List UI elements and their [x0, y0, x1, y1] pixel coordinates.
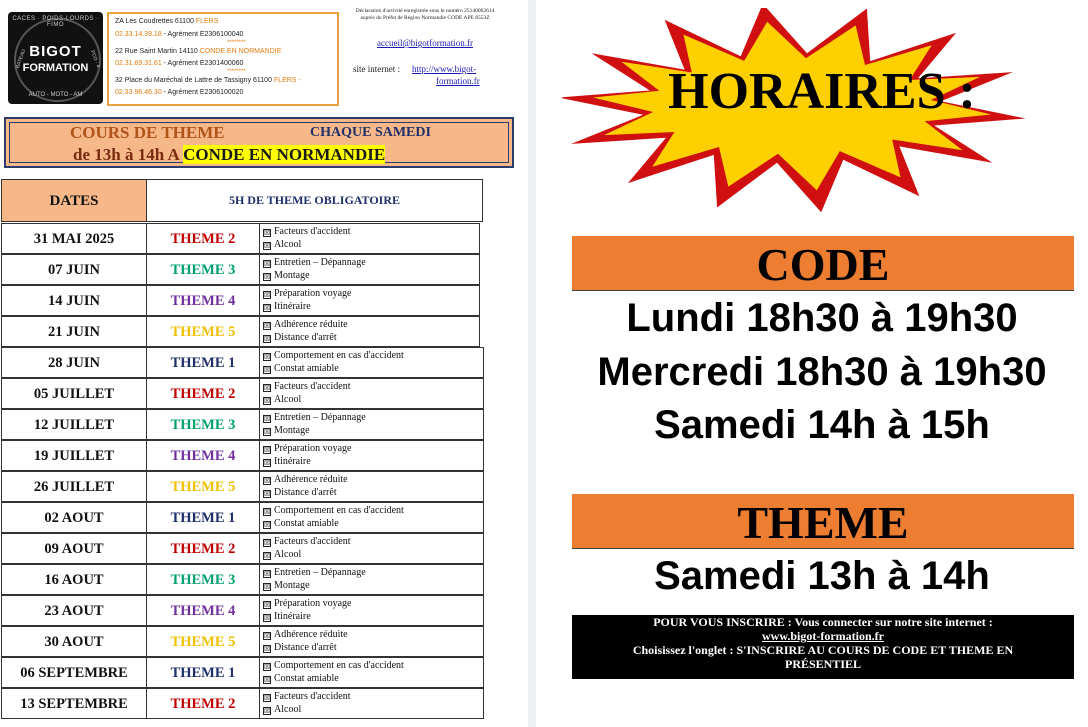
checkbox-icon: ☒	[264, 446, 271, 454]
checkbox-icon: ☒	[264, 539, 271, 547]
theme-heading: THEME	[572, 494, 1074, 548]
topic-item	[263, 598, 483, 611]
code-heading: CODE	[572, 236, 1074, 290]
checkbox-icon: ☒	[264, 706, 271, 715]
topic-text: Comportement en cas d'accident	[274, 660, 404, 671]
table-row	[1, 688, 481, 719]
checkbox-icon: ☒	[264, 644, 271, 653]
row-theme: THEME 5	[146, 316, 260, 347]
topic-item	[263, 257, 479, 270]
topic-item	[263, 425, 483, 438]
checkbox-icon: ☒	[264, 260, 271, 268]
row-date: 30 AOUT	[1, 626, 147, 657]
checkbox-icon: ☒	[264, 663, 271, 671]
table-row	[1, 626, 481, 657]
topic-item	[263, 518, 483, 531]
contact-address-2: 22 Rue Saint Martin 14110 CONDE EN NORMANDIE	[115, 48, 282, 55]
checkbox-icon: ☒	[264, 489, 271, 498]
logo-ring-left: BATEAU	[14, 48, 28, 70]
checkbox-icon: ☒	[264, 241, 271, 250]
checkbox-icon: ☒	[264, 632, 271, 640]
row-date: 31 MAI 2025	[1, 223, 147, 254]
topic-item	[263, 580, 483, 593]
email-link[interactable]: accueil@bigotformation.fr	[376, 38, 473, 48]
topic-item	[263, 660, 483, 673]
row-theme: THEME 3	[146, 409, 260, 440]
theme-course-banner	[4, 117, 514, 168]
checkbox-icon: ☒	[264, 675, 271, 684]
topic-text: Montage	[274, 579, 310, 591]
topic-item	[263, 412, 483, 425]
checkbox-icon: ☒	[264, 291, 271, 299]
topic-item	[263, 270, 479, 283]
topic-text: Adhérence réduite	[274, 629, 348, 640]
code-schedule-saturday: Samedi 14h à 15h	[654, 403, 990, 447]
horaires-title: HORAIRES :	[668, 63, 976, 120]
topic-item	[263, 350, 483, 363]
checkbox-icon: ☒	[264, 365, 271, 374]
logo-brand-line1: BIGOT	[29, 43, 82, 60]
topic-text: Itinéraire	[274, 455, 311, 467]
contact-box	[107, 12, 339, 106]
checkbox-icon: ☒	[264, 601, 271, 609]
contact-phone-2: 02.31.69.31.61 - Agrément E2301400060	[115, 60, 244, 67]
checkbox-icon: ☒	[264, 272, 271, 281]
row-date: 21 JUIN	[1, 316, 147, 347]
row-theme: THEME 2	[146, 378, 260, 409]
theme-schedule-saturday: Samedi 13h à 14h	[654, 554, 990, 598]
topic-text: Facteurs d'accident	[274, 536, 351, 547]
topic-text: Facteurs d'accident	[274, 226, 351, 237]
topic-item	[263, 673, 483, 686]
row-topics	[259, 223, 480, 254]
row-topics	[259, 440, 484, 471]
checkbox-icon: ☒	[264, 415, 271, 423]
checkbox-icon: ☒	[264, 334, 271, 343]
row-date: 16 AOUT	[1, 564, 147, 595]
topic-item	[263, 381, 483, 394]
topic-text: Facteurs d'accident	[274, 381, 351, 392]
row-date: 09 AOUT	[1, 533, 147, 564]
row-theme: THEME 2	[146, 688, 260, 719]
signup-line1: POUR VOUS INSCRIRE : Vous connecter sur notre site internet :	[653, 615, 993, 629]
logo-ring-bottom: AUTO - MOTO - AM	[28, 92, 83, 98]
checkbox-icon: ☒	[264, 353, 271, 361]
row-theme: THEME 2	[146, 533, 260, 564]
banner-time-location: de 13h à 14h A CONDE EN NORMANDIE	[73, 145, 386, 164]
table-row	[1, 347, 481, 378]
signup-url-link[interactable]: www.bigot-formation.fr	[762, 629, 884, 643]
topic-text: Itinéraire	[274, 610, 311, 622]
checkbox-icon: ☒	[264, 551, 271, 560]
contact-address-3: 32 Place du Maréchal de Lattre de Tassigny 61100 FLERS -	[115, 77, 301, 84]
row-theme: THEME 1	[146, 657, 260, 688]
row-theme: THEME 5	[146, 626, 260, 657]
table-row	[1, 502, 481, 533]
row-topics	[259, 347, 484, 378]
topic-text: Préparation voyage	[274, 288, 352, 299]
topic-text: Entretien – Dépannage	[274, 567, 366, 578]
row-topics	[259, 285, 480, 316]
logo-ring	[14, 18, 101, 102]
header-theme: 5H DE THEME OBLIGATOIRE	[146, 179, 483, 222]
row-date: 14 JUIN	[1, 285, 147, 316]
bigot-logo	[8, 12, 103, 104]
topic-item	[263, 443, 483, 456]
contact-stars-1: ********	[227, 40, 246, 46]
site-link[interactable]: http://www.bigot-	[412, 64, 477, 74]
checkbox-icon: ☒	[264, 427, 271, 436]
topic-text: Constat amiable	[274, 517, 339, 529]
topic-item	[263, 394, 483, 407]
code-schedule-monday: Lundi 18h30 à 19h30	[626, 296, 1018, 340]
topic-text: Comportement en cas d'accident	[274, 350, 404, 361]
banner-location: CONDE EN NORMANDIE	[183, 145, 386, 164]
row-topics	[259, 316, 480, 347]
activity-declaration: Déclaration d'activité enregistrée sous le numéro 25140062614 auprès du Préfet de Région Normandie CODE APE 8553Z	[355, 8, 495, 21]
topic-text: Montage	[274, 424, 310, 436]
checkbox-icon: ☒	[264, 694, 271, 702]
topic-text: Adhérence réduite	[274, 474, 348, 485]
row-date: 12 JUILLET	[1, 409, 147, 440]
topic-item	[263, 363, 483, 376]
topic-text: Constat amiable	[274, 362, 339, 374]
code-schedule-wednesday: Mercredi 18h30 à 19h30	[597, 350, 1047, 394]
topic-text: Distance d'arrêt	[274, 331, 337, 343]
code-divider	[572, 290, 1074, 291]
table-row	[1, 316, 481, 347]
topic-item	[263, 567, 483, 580]
table-row	[1, 223, 481, 254]
topic-text: Itinéraire	[274, 300, 311, 312]
topic-item	[263, 288, 479, 301]
row-date: 07 JUIN	[1, 254, 147, 285]
checkbox-icon: ☒	[264, 322, 271, 330]
topic-text: Alcool	[274, 393, 302, 405]
topic-text: Facteurs d'accident	[274, 691, 351, 702]
topic-text: Adhérence réduite	[274, 319, 348, 330]
table-row	[1, 533, 481, 564]
row-date: 23 AOUT	[1, 595, 147, 626]
logo-ring-top: CACES · POIDS-LOURDS · FIMO	[12, 16, 99, 28]
checkbox-icon: ☒	[264, 613, 271, 622]
topic-item	[263, 536, 483, 549]
checkbox-icon: ☒	[264, 229, 271, 237]
table-row	[1, 285, 481, 316]
theme-divider	[572, 548, 1074, 549]
row-topics	[259, 657, 484, 688]
checkbox-icon: ☒	[264, 508, 271, 516]
site-label: site internet :	[353, 64, 400, 74]
topic-item	[263, 691, 483, 704]
contact-phone-1: 02.33.14.39.18 - Agrément E2306100040	[115, 31, 244, 38]
site-link-continued[interactable]: formation.fr	[436, 76, 480, 86]
topic-item	[263, 642, 483, 655]
topic-text: Entretien – Dépannage	[274, 412, 366, 423]
topic-item	[263, 319, 479, 332]
signup-line4: PRÉSENTIEL	[784, 657, 862, 671]
table-row	[1, 440, 481, 471]
checkbox-icon: ☒	[264, 384, 271, 392]
row-theme: THEME 4	[146, 440, 260, 471]
row-topics	[259, 409, 484, 440]
topic-text: Montage	[274, 269, 310, 281]
row-date: 26 JUILLET	[1, 471, 147, 502]
checkbox-icon: ☒	[264, 520, 271, 529]
table-row	[1, 254, 481, 285]
row-topics	[259, 626, 484, 657]
row-date: 05 JUILLET	[1, 378, 147, 409]
row-topics	[259, 254, 480, 285]
topic-text: Alcool	[274, 548, 302, 560]
banner-title: COURS DE THEME	[70, 123, 225, 142]
topic-item	[263, 611, 483, 624]
signup-info-box	[572, 615, 1074, 679]
row-theme: THEME 3	[146, 564, 260, 595]
checkbox-icon: ☒	[264, 477, 271, 485]
topic-item	[263, 549, 483, 562]
checkbox-icon: ☒	[264, 582, 271, 591]
table-row	[1, 409, 481, 440]
logo-brand-line2: FORMATION	[22, 62, 89, 74]
topic-item	[263, 456, 483, 469]
logo-ring-right: FCO · 4	[89, 49, 101, 69]
checkbox-icon: ☒	[264, 396, 271, 405]
contact-phone-3: 02.33.96.46.30 - Agrément E2306100020	[115, 89, 244, 96]
checkbox-icon: ☒	[264, 570, 271, 578]
table-row	[1, 378, 481, 409]
row-date: 02 AOUT	[1, 502, 147, 533]
row-theme: THEME 1	[146, 502, 260, 533]
row-date: 06 SEPTEMBRE	[1, 657, 147, 688]
table-row	[1, 564, 481, 595]
contact-stars-2: ********	[227, 69, 246, 75]
row-theme: THEME 3	[146, 254, 260, 285]
row-topics	[259, 471, 484, 502]
row-date: 19 JUILLET	[1, 440, 147, 471]
row-theme: THEME 1	[146, 347, 260, 378]
topic-text: Comportement en cas d'accident	[274, 505, 404, 516]
row-topics	[259, 595, 484, 626]
row-theme: THEME 5	[146, 471, 260, 502]
topic-text: Constat amiable	[274, 672, 339, 684]
topic-item	[263, 332, 479, 345]
signup-line3: Choisissez l'onglet : S'INSCRIRE AU COURS DE CODE ET THEME EN	[632, 643, 1014, 657]
topic-item	[263, 301, 479, 314]
table-row	[1, 595, 481, 626]
row-theme: THEME 4	[146, 595, 260, 626]
topic-text: Préparation voyage	[274, 598, 352, 609]
topic-item	[263, 505, 483, 518]
topic-text: Alcool	[274, 238, 302, 250]
topic-text: Préparation voyage	[274, 443, 352, 454]
topic-text: Entretien – Dépannage	[274, 257, 366, 268]
row-date: 28 JUIN	[1, 347, 147, 378]
row-topics	[259, 502, 484, 533]
header-dates: DATES	[1, 179, 147, 222]
topic-item	[263, 474, 483, 487]
topic-text: Distance d'arrêt	[274, 641, 337, 653]
topic-item	[263, 226, 479, 239]
checkbox-icon: ☒	[264, 458, 271, 467]
row-theme: THEME 4	[146, 285, 260, 316]
topic-item	[263, 487, 483, 500]
contact-address-1: ZA Les Coudrettes 61100 FLERS	[115, 18, 219, 25]
row-date: 13 SEPTEMBRE	[1, 688, 147, 719]
checkbox-icon: ☒	[264, 303, 271, 312]
row-topics	[259, 533, 484, 564]
row-theme: THEME 2	[146, 223, 260, 254]
row-topics	[259, 378, 484, 409]
topic-item	[263, 629, 483, 642]
topic-item	[263, 704, 483, 717]
row-topics	[259, 688, 484, 719]
banner-frequency: CHAQUE SAMEDI	[310, 125, 431, 140]
left-page	[0, 0, 528, 727]
topic-text: Alcool	[274, 703, 302, 715]
row-topics	[259, 564, 484, 595]
topic-text: Distance d'arrêt	[274, 486, 337, 498]
topic-item	[263, 239, 479, 252]
table-row	[1, 471, 481, 502]
table-row	[1, 657, 481, 688]
